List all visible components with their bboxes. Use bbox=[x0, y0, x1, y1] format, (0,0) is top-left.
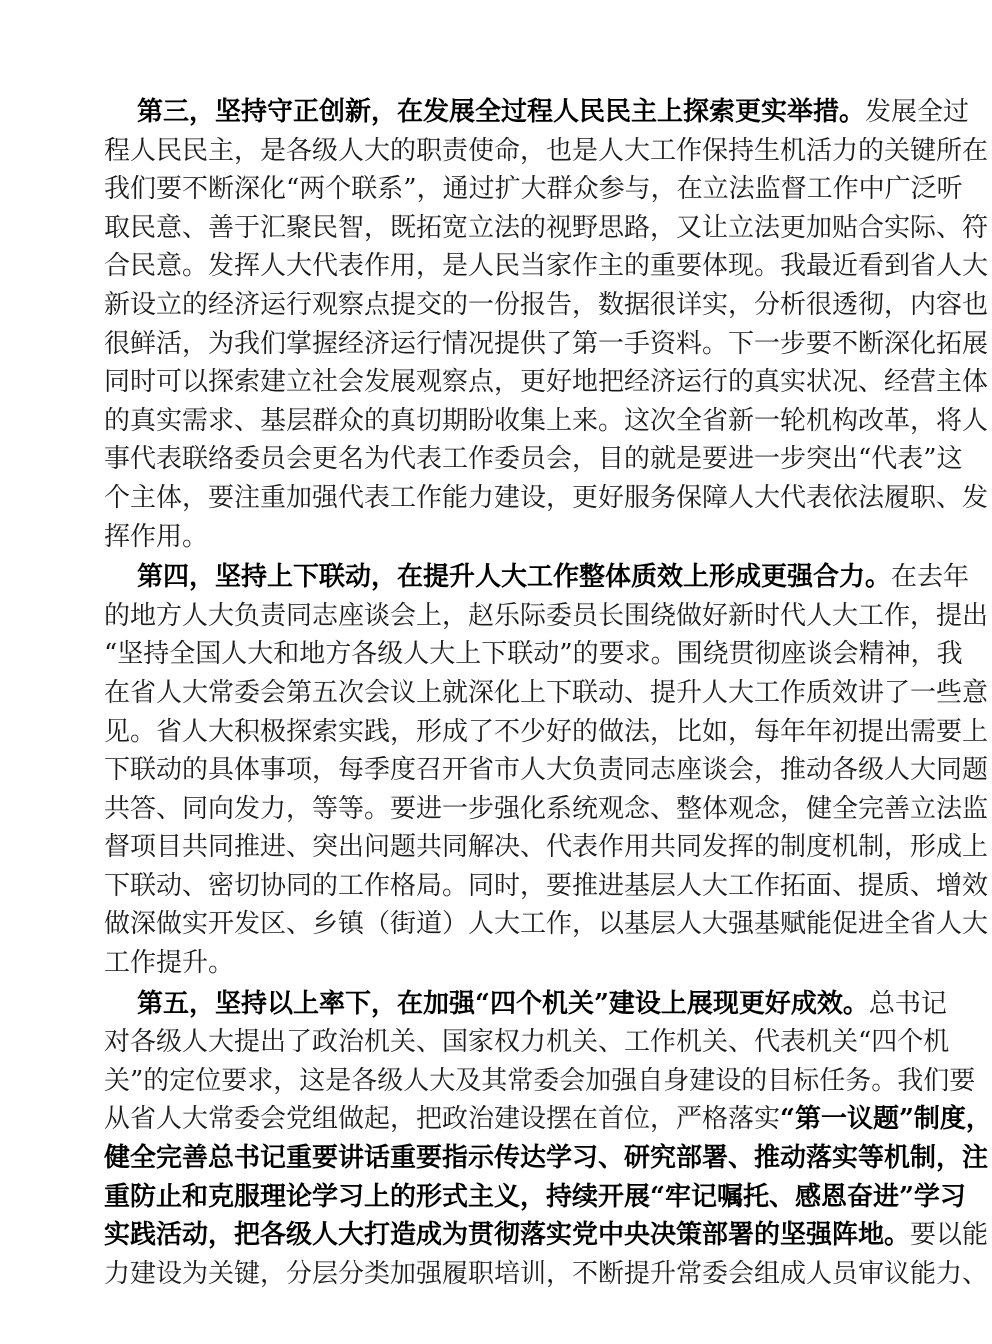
body-text: 同时可以探索建立社会发展观察点，更好地把经济运行的真实状况、经营主体 bbox=[104, 367, 989, 398]
text-line bbox=[104, 440, 963, 479]
body-text: 合民意。发挥人大代表作用，是人民当家作主的重要体现。我最近看到省人大 bbox=[104, 251, 989, 282]
bold-text: 健全完善总书记重要讲话重要指示传达学习、研究部署、推动落实等机制，注 bbox=[104, 1143, 989, 1174]
text-line bbox=[104, 1062, 976, 1101]
paragraph bbox=[104, 93, 989, 556]
body-text: 要以能 bbox=[910, 1220, 989, 1251]
bold-text: “第一议题”制度， bbox=[780, 1104, 992, 1135]
text-line bbox=[104, 132, 989, 171]
text-line bbox=[104, 790, 989, 829]
body-text: 关”的定位要求，这是各级人大及其常委会加强自身建设的目标任务。我们要 bbox=[104, 1065, 976, 1096]
text-line bbox=[104, 363, 989, 402]
text-line bbox=[104, 247, 989, 286]
body-text: 程人民民主，是各级人大的职责使命，也是人大工作保持生机活力的关键所在 bbox=[104, 135, 989, 166]
body-text: 在去年 bbox=[891, 562, 970, 593]
text-line bbox=[104, 1100, 992, 1139]
body-text: 从省人大常委会党组做起，把政治建设摆在首位，严格落实 bbox=[104, 1104, 781, 1135]
body-text: 个主体，要注重加强代表工作能力建设，更好服务保障人大代表依法履职、发 bbox=[104, 482, 989, 513]
text-line bbox=[104, 1255, 989, 1294]
text-line bbox=[104, 325, 989, 364]
text-line bbox=[104, 286, 989, 325]
body-text: “坚持全国人大和地方各级人大上下联动”的要求。围绕贯彻座谈会精神，我 bbox=[104, 639, 963, 670]
bold-text: 重防止和克服理论学习上的形式主义，持续开展“牢记嘱托、感恩奋进”学习 bbox=[104, 1181, 966, 1212]
body-text: 对各级人大提出了政治机关、国家权力机关、工作机关、代表机关“四个机 bbox=[104, 1027, 950, 1058]
body-text: 取民意、善于汇聚民智，既拓宽立法的视野思路，又让立法更加贴合实际、符 bbox=[104, 212, 989, 243]
body-text: 共答、同向发力，等等。要进一步强化系统观念、整体观念，健全完善立法监 bbox=[104, 793, 989, 824]
text-line bbox=[104, 985, 947, 1024]
body-text: 见。省人大积极探索实践，形成了不少好的做法，比如，每年年初提出需要上 bbox=[104, 716, 989, 747]
body-text: 在省人大常委会第五次会议上就深化上下联动、提升人大工作质效讲了一些意 bbox=[104, 677, 989, 708]
text-line bbox=[104, 944, 860, 983]
body-text: 总书记 bbox=[868, 988, 947, 1019]
paragraph bbox=[104, 558, 989, 983]
text-line bbox=[104, 209, 989, 248]
body-text: 工作提升。 bbox=[104, 948, 235, 979]
text-line bbox=[104, 402, 989, 441]
text-line bbox=[104, 1178, 966, 1217]
text-line bbox=[104, 1216, 989, 1255]
text-line bbox=[104, 597, 989, 636]
bold-text: 第四，坚持上下联动，在提升人大工作整体质效上形成更强合力。 bbox=[137, 562, 892, 593]
text-line bbox=[104, 1139, 989, 1178]
body-text: 督项目共同推进、突出问题共同解决、代表作用共同发挥的制度机制，形成上 bbox=[104, 832, 989, 863]
body-text: 的地方人大负责同志座谈会上，赵乐际委员长围绕做好新时代人大工作，提出 bbox=[104, 600, 989, 631]
body-text: 事代表联络委员会更名为代表工作委员会，目的就是要进一步突出“代表”这 bbox=[104, 444, 963, 475]
body-text: 发展全过 bbox=[865, 97, 970, 127]
text-line bbox=[104, 479, 989, 518]
text-line bbox=[104, 1023, 950, 1062]
body-text: 新设立的经济运行观察点提交的一份报告，数据很详实，分析很透彻，内容也 bbox=[104, 289, 989, 320]
text-line bbox=[104, 518, 860, 557]
bold-text: 实践活动，把各级人大打造成为贯彻落实党中央决策部署的坚强阵地。 bbox=[104, 1220, 911, 1251]
text-line bbox=[104, 828, 989, 867]
text-line bbox=[104, 867, 989, 906]
bold-text: 第五，坚持以上率下，在加强“四个机关”建设上展现更好成效。 bbox=[137, 988, 869, 1019]
text-line bbox=[104, 93, 970, 132]
text-line bbox=[104, 674, 989, 713]
text-line bbox=[104, 905, 989, 944]
body-text: 挥作用。 bbox=[104, 521, 209, 552]
text-line bbox=[104, 635, 963, 674]
body-text: 的真实需求、基层群众的真切期盼收集上来。这次全省新一轮机构改革，将人 bbox=[104, 405, 989, 436]
body-text: 力建设为关键，分层分类加强履职培训，不断提升常委会组成人员审议能力、 bbox=[104, 1258, 989, 1289]
body-text: 下联动、密切协同的工作格局。同时，要推进基层人大工作拓面、提质、增效 bbox=[104, 870, 989, 901]
bold-text: 第三，坚持守正创新，在发展全过程人民民主上探索更实举措。 bbox=[137, 97, 866, 127]
document-page bbox=[104, 93, 992, 1293]
text-line bbox=[104, 713, 989, 752]
body-text: 我们要不断深化“两个联系”，通过扩大群众参与，在立法监督工作中广泛听 bbox=[104, 174, 963, 205]
text-line bbox=[104, 170, 963, 209]
body-text: 下联动的具体事项，每季度召开省市人大负责同志座谈会，推动各级人大同题 bbox=[104, 755, 989, 786]
body-text: 做深做实开发区、乡镇（街道）人大工作，以基层人大强基赋能促进全省人大 bbox=[104, 909, 989, 940]
text-line bbox=[104, 751, 989, 790]
body-text: 很鲜活，为我们掌握经济运行情况提供了第一手资料。下一步要不断深化拓展 bbox=[104, 328, 989, 359]
paragraph bbox=[104, 985, 992, 1294]
text-line bbox=[104, 558, 970, 597]
